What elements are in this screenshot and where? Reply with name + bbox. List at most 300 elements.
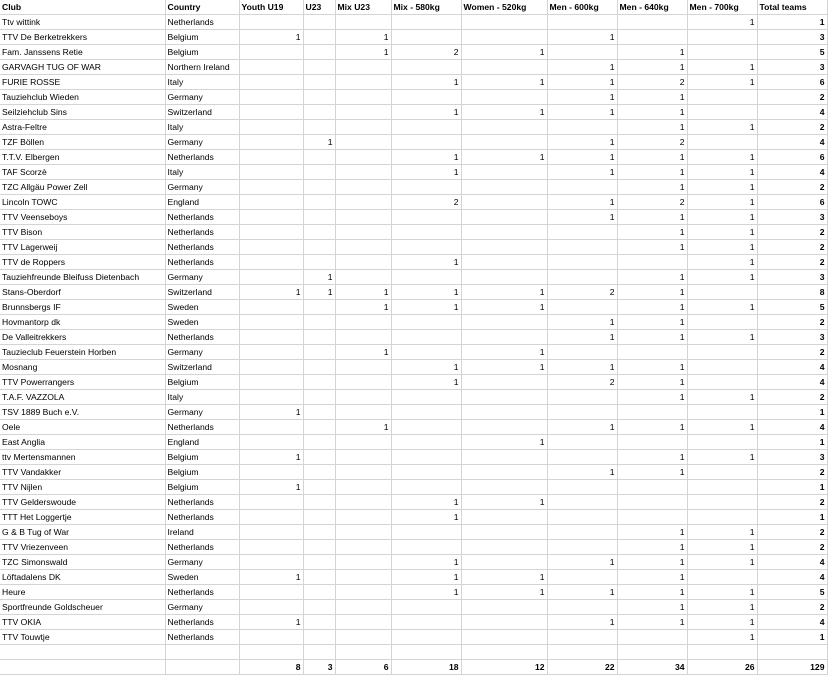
count-cell[interactable]: [335, 315, 391, 330]
count-cell[interactable]: [687, 315, 757, 330]
count-cell[interactable]: 1: [687, 15, 757, 30]
club-cell[interactable]: De Valleitrekkers: [0, 330, 165, 345]
total-cell[interactable]: 1: [757, 435, 827, 450]
count-cell[interactable]: 1: [617, 315, 687, 330]
total-cell[interactable]: 4: [757, 135, 827, 150]
count-cell[interactable]: [461, 195, 547, 210]
total-cell[interactable]: 4: [757, 165, 827, 180]
count-cell[interactable]: [303, 60, 335, 75]
total-cell[interactable]: 5: [757, 45, 827, 60]
country-cell[interactable]: Belgium: [165, 375, 239, 390]
count-cell[interactable]: [239, 390, 303, 405]
count-cell[interactable]: [687, 345, 757, 360]
count-cell[interactable]: 1: [461, 345, 547, 360]
count-cell[interactable]: [335, 15, 391, 30]
count-cell[interactable]: 1: [239, 405, 303, 420]
count-cell[interactable]: 1: [547, 105, 617, 120]
club-cell[interactable]: Brunnsbergs IF: [0, 300, 165, 315]
count-cell[interactable]: 1: [687, 585, 757, 600]
count-cell[interactable]: [461, 60, 547, 75]
count-cell[interactable]: [239, 495, 303, 510]
count-cell[interactable]: 1: [239, 450, 303, 465]
count-cell[interactable]: [239, 420, 303, 435]
count-cell[interactable]: [335, 465, 391, 480]
count-cell[interactable]: 1: [617, 540, 687, 555]
count-cell[interactable]: [461, 135, 547, 150]
count-cell[interactable]: 1: [617, 60, 687, 75]
count-cell[interactable]: [687, 285, 757, 300]
count-cell[interactable]: [335, 600, 391, 615]
club-cell[interactable]: TAF Scorzè: [0, 165, 165, 180]
count-cell[interactable]: 1: [461, 585, 547, 600]
column-header[interactable]: Youth U19: [239, 0, 303, 15]
count-cell[interactable]: [687, 30, 757, 45]
count-cell[interactable]: 1: [617, 615, 687, 630]
total-cell[interactable]: 2: [757, 540, 827, 555]
count-cell[interactable]: [303, 30, 335, 45]
country-cell[interactable]: Netherlands: [165, 585, 239, 600]
club-cell[interactable]: Stans-Oberdorf: [0, 285, 165, 300]
count-cell[interactable]: 1: [391, 570, 461, 585]
count-cell[interactable]: [461, 420, 547, 435]
club-cell[interactable]: Fam. Janssens Retie: [0, 45, 165, 60]
count-cell[interactable]: 1: [617, 240, 687, 255]
count-cell[interactable]: [239, 270, 303, 285]
empty-cell[interactable]: [757, 645, 827, 660]
totals-cell[interactable]: [0, 660, 165, 675]
count-cell[interactable]: 1: [687, 255, 757, 270]
count-cell[interactable]: 2: [617, 195, 687, 210]
club-cell[interactable]: Hovmantorp dk: [0, 315, 165, 330]
count-cell[interactable]: 2: [547, 285, 617, 300]
total-cell[interactable]: 3: [757, 270, 827, 285]
club-cell[interactable]: TTV De Berketrekkers: [0, 30, 165, 45]
count-cell[interactable]: 1: [547, 195, 617, 210]
count-cell[interactable]: [303, 195, 335, 210]
count-cell[interactable]: [335, 120, 391, 135]
club-cell[interactable]: Tauziehfreunde Bleifuss Dietenbach: [0, 270, 165, 285]
total-cell[interactable]: 2: [757, 390, 827, 405]
count-cell[interactable]: [303, 360, 335, 375]
count-cell[interactable]: [239, 180, 303, 195]
count-cell[interactable]: 1: [461, 105, 547, 120]
count-cell[interactable]: [303, 465, 335, 480]
count-cell[interactable]: 1: [335, 420, 391, 435]
count-cell[interactable]: 1: [547, 315, 617, 330]
club-cell[interactable]: TTT Het Loggertje: [0, 510, 165, 525]
count-cell[interactable]: 1: [391, 495, 461, 510]
club-cell[interactable]: Ttv wittink: [0, 15, 165, 30]
country-cell[interactable]: Switzerland: [165, 285, 239, 300]
total-cell[interactable]: 2: [757, 525, 827, 540]
count-cell[interactable]: [335, 360, 391, 375]
club-cell[interactable]: TTV Gelderswoude: [0, 495, 165, 510]
club-cell[interactable]: TTV Bison: [0, 225, 165, 240]
count-cell[interactable]: [461, 555, 547, 570]
count-cell[interactable]: 1: [391, 555, 461, 570]
club-cell[interactable]: Sportfreunde Goldscheuer: [0, 600, 165, 615]
count-cell[interactable]: [303, 330, 335, 345]
count-cell[interactable]: 1: [617, 300, 687, 315]
count-cell[interactable]: [461, 240, 547, 255]
count-cell[interactable]: [391, 120, 461, 135]
count-cell[interactable]: [303, 150, 335, 165]
count-cell[interactable]: 1: [687, 75, 757, 90]
count-cell[interactable]: [239, 435, 303, 450]
count-cell[interactable]: [239, 210, 303, 225]
count-cell[interactable]: [617, 480, 687, 495]
count-cell[interactable]: [335, 180, 391, 195]
count-cell[interactable]: [687, 105, 757, 120]
empty-cell[interactable]: [0, 645, 165, 660]
count-cell[interactable]: 1: [687, 390, 757, 405]
count-cell[interactable]: [239, 75, 303, 90]
count-cell[interactable]: 1: [547, 90, 617, 105]
total-cell[interactable]: 6: [757, 150, 827, 165]
count-cell[interactable]: 1: [547, 135, 617, 150]
count-cell[interactable]: [391, 180, 461, 195]
count-cell[interactable]: 1: [617, 390, 687, 405]
count-cell[interactable]: [335, 480, 391, 495]
country-cell[interactable]: Switzerland: [165, 105, 239, 120]
total-cell[interactable]: 4: [757, 105, 827, 120]
count-cell[interactable]: [687, 570, 757, 585]
count-cell[interactable]: [461, 90, 547, 105]
count-cell[interactable]: 1: [547, 60, 617, 75]
count-cell[interactable]: [303, 375, 335, 390]
count-cell[interactable]: [687, 435, 757, 450]
count-cell[interactable]: [547, 495, 617, 510]
club-cell[interactable]: Astra-Feltre: [0, 120, 165, 135]
count-cell[interactable]: 1: [547, 30, 617, 45]
count-cell[interactable]: [239, 375, 303, 390]
country-cell[interactable]: Netherlands: [165, 15, 239, 30]
count-cell[interactable]: [303, 75, 335, 90]
count-cell[interactable]: 1: [687, 300, 757, 315]
count-cell[interactable]: [239, 150, 303, 165]
empty-cell[interactable]: [547, 645, 617, 660]
count-cell[interactable]: [547, 15, 617, 30]
count-cell[interactable]: 1: [687, 450, 757, 465]
club-cell[interactable]: TZC Allgäu Power Zell: [0, 180, 165, 195]
count-cell[interactable]: [391, 405, 461, 420]
count-cell[interactable]: [461, 255, 547, 270]
empty-cell[interactable]: [687, 645, 757, 660]
count-cell[interactable]: [303, 600, 335, 615]
country-cell[interactable]: Belgium: [165, 480, 239, 495]
count-cell[interactable]: [239, 525, 303, 540]
count-cell[interactable]: 1: [391, 375, 461, 390]
club-cell[interactable]: TTV Lagerweij: [0, 240, 165, 255]
club-cell[interactable]: TTV Powerrangers: [0, 375, 165, 390]
country-cell[interactable]: Netherlands: [165, 510, 239, 525]
count-cell[interactable]: 1: [617, 465, 687, 480]
count-cell[interactable]: [303, 225, 335, 240]
count-cell[interactable]: [335, 150, 391, 165]
country-cell[interactable]: England: [165, 435, 239, 450]
count-cell[interactable]: 1: [687, 600, 757, 615]
count-cell[interactable]: [239, 105, 303, 120]
count-cell[interactable]: 2: [617, 135, 687, 150]
count-cell[interactable]: [391, 15, 461, 30]
count-cell[interactable]: 1: [461, 360, 547, 375]
total-cell[interactable]: 4: [757, 615, 827, 630]
count-cell[interactable]: 2: [391, 195, 461, 210]
country-cell[interactable]: Ireland: [165, 525, 239, 540]
count-cell[interactable]: 1: [547, 615, 617, 630]
count-cell[interactable]: 1: [461, 75, 547, 90]
count-cell[interactable]: [239, 585, 303, 600]
count-cell[interactable]: [391, 90, 461, 105]
count-cell[interactable]: [239, 510, 303, 525]
totals-cell[interactable]: 22: [547, 660, 617, 675]
club-cell[interactable]: Tauzieclub Feuerstein Horben: [0, 345, 165, 360]
count-cell[interactable]: 1: [335, 30, 391, 45]
count-cell[interactable]: [303, 105, 335, 120]
count-cell[interactable]: [239, 135, 303, 150]
count-cell[interactable]: [461, 120, 547, 135]
club-cell[interactable]: TTV Vandakker: [0, 465, 165, 480]
empty-cell[interactable]: [335, 645, 391, 660]
count-cell[interactable]: [461, 615, 547, 630]
count-cell[interactable]: [547, 450, 617, 465]
total-cell[interactable]: 2: [757, 255, 827, 270]
count-cell[interactable]: 1: [239, 285, 303, 300]
count-cell[interactable]: [239, 315, 303, 330]
count-cell[interactable]: [335, 60, 391, 75]
country-cell[interactable]: Switzerland: [165, 360, 239, 375]
count-cell[interactable]: [335, 510, 391, 525]
count-cell[interactable]: [391, 30, 461, 45]
count-cell[interactable]: 1: [547, 75, 617, 90]
total-cell[interactable]: 3: [757, 60, 827, 75]
totals-cell[interactable]: 129: [757, 660, 827, 675]
count-cell[interactable]: 1: [617, 450, 687, 465]
country-cell[interactable]: Netherlands: [165, 240, 239, 255]
total-cell[interactable]: 3: [757, 450, 827, 465]
country-cell[interactable]: Italy: [165, 390, 239, 405]
country-cell[interactable]: Italy: [165, 165, 239, 180]
count-cell[interactable]: [335, 210, 391, 225]
totals-cell[interactable]: 34: [617, 660, 687, 675]
count-cell[interactable]: [547, 45, 617, 60]
count-cell[interactable]: [617, 30, 687, 45]
count-cell[interactable]: 1: [617, 360, 687, 375]
count-cell[interactable]: [239, 240, 303, 255]
totals-cell[interactable]: 6: [335, 660, 391, 675]
total-cell[interactable]: 1: [757, 480, 827, 495]
club-cell[interactable]: Heure: [0, 585, 165, 600]
count-cell[interactable]: [461, 405, 547, 420]
count-cell[interactable]: [391, 420, 461, 435]
count-cell[interactable]: [335, 225, 391, 240]
count-cell[interactable]: [239, 255, 303, 270]
country-cell[interactable]: Netherlands: [165, 420, 239, 435]
count-cell[interactable]: [239, 60, 303, 75]
count-cell[interactable]: [461, 465, 547, 480]
total-cell[interactable]: 4: [757, 420, 827, 435]
count-cell[interactable]: 1: [547, 210, 617, 225]
country-cell[interactable]: Germany: [165, 135, 239, 150]
column-header[interactable]: U23: [303, 0, 335, 15]
total-cell[interactable]: 8: [757, 285, 827, 300]
total-cell[interactable]: 2: [757, 315, 827, 330]
club-cell[interactable]: GARVAGH TUG OF WAR: [0, 60, 165, 75]
count-cell[interactable]: [303, 45, 335, 60]
count-cell[interactable]: 1: [687, 525, 757, 540]
count-cell[interactable]: [335, 135, 391, 150]
count-cell[interactable]: [303, 510, 335, 525]
total-cell[interactable]: 2: [757, 90, 827, 105]
country-cell[interactable]: Germany: [165, 180, 239, 195]
club-cell[interactable]: FURIE ROSSE: [0, 75, 165, 90]
club-cell[interactable]: Oele: [0, 420, 165, 435]
count-cell[interactable]: 1: [391, 105, 461, 120]
count-cell[interactable]: 1: [687, 615, 757, 630]
count-cell[interactable]: [335, 435, 391, 450]
empty-cell[interactable]: [165, 645, 239, 660]
count-cell[interactable]: 1: [461, 150, 547, 165]
total-cell[interactable]: 5: [757, 585, 827, 600]
count-cell[interactable]: [335, 195, 391, 210]
count-cell[interactable]: [461, 510, 547, 525]
count-cell[interactable]: 1: [547, 165, 617, 180]
count-cell[interactable]: [461, 180, 547, 195]
count-cell[interactable]: [303, 90, 335, 105]
total-cell[interactable]: 2: [757, 345, 827, 360]
country-cell[interactable]: Northern Ireland: [165, 60, 239, 75]
total-cell[interactable]: 4: [757, 570, 827, 585]
count-cell[interactable]: [239, 555, 303, 570]
club-cell[interactable]: TTV Touwtje: [0, 630, 165, 645]
column-header[interactable]: Country: [165, 0, 239, 15]
count-cell[interactable]: [335, 240, 391, 255]
count-cell[interactable]: [391, 435, 461, 450]
count-cell[interactable]: 1: [617, 120, 687, 135]
country-cell[interactable]: Netherlands: [165, 630, 239, 645]
count-cell[interactable]: 1: [391, 585, 461, 600]
count-cell[interactable]: [391, 465, 461, 480]
count-cell[interactable]: [303, 585, 335, 600]
count-cell[interactable]: 1: [461, 45, 547, 60]
country-cell[interactable]: Sweden: [165, 315, 239, 330]
total-cell[interactable]: 1: [757, 405, 827, 420]
count-cell[interactable]: 1: [461, 570, 547, 585]
count-cell[interactable]: 2: [547, 375, 617, 390]
total-cell[interactable]: 2: [757, 180, 827, 195]
count-cell[interactable]: 1: [617, 375, 687, 390]
count-cell[interactable]: 1: [617, 570, 687, 585]
count-cell[interactable]: [335, 390, 391, 405]
totals-cell[interactable]: [165, 660, 239, 675]
total-cell[interactable]: 1: [757, 630, 827, 645]
count-cell[interactable]: [687, 480, 757, 495]
count-cell[interactable]: [303, 615, 335, 630]
total-cell[interactable]: 4: [757, 555, 827, 570]
total-cell[interactable]: 1: [757, 15, 827, 30]
count-cell[interactable]: [391, 270, 461, 285]
count-cell[interactable]: [547, 270, 617, 285]
count-cell[interactable]: [303, 570, 335, 585]
count-cell[interactable]: [687, 465, 757, 480]
count-cell[interactable]: 1: [687, 420, 757, 435]
count-cell[interactable]: [391, 315, 461, 330]
count-cell[interactable]: [303, 345, 335, 360]
count-cell[interactable]: [461, 375, 547, 390]
total-cell[interactable]: 4: [757, 360, 827, 375]
count-cell[interactable]: 1: [617, 105, 687, 120]
count-cell[interactable]: [391, 540, 461, 555]
count-cell[interactable]: [391, 345, 461, 360]
count-cell[interactable]: [617, 15, 687, 30]
count-cell[interactable]: [239, 45, 303, 60]
totals-cell[interactable]: 12: [461, 660, 547, 675]
column-header[interactable]: Women - 520kg: [461, 0, 547, 15]
count-cell[interactable]: [461, 480, 547, 495]
count-cell[interactable]: 1: [687, 180, 757, 195]
totals-cell[interactable]: 8: [239, 660, 303, 675]
count-cell[interactable]: [239, 225, 303, 240]
count-cell[interactable]: [391, 600, 461, 615]
column-header[interactable]: Total teams: [757, 0, 827, 15]
count-cell[interactable]: [303, 255, 335, 270]
count-cell[interactable]: 1: [617, 330, 687, 345]
club-cell[interactable]: T.A.F. VAZZOLA: [0, 390, 165, 405]
count-cell[interactable]: [239, 345, 303, 360]
count-cell[interactable]: [547, 240, 617, 255]
count-cell[interactable]: 1: [461, 285, 547, 300]
count-cell[interactable]: 1: [617, 180, 687, 195]
country-cell[interactable]: Germany: [165, 90, 239, 105]
count-cell[interactable]: [303, 165, 335, 180]
count-cell[interactable]: 1: [547, 360, 617, 375]
count-cell[interactable]: 1: [617, 585, 687, 600]
total-cell[interactable]: 2: [757, 240, 827, 255]
country-cell[interactable]: Netherlands: [165, 255, 239, 270]
count-cell[interactable]: [391, 210, 461, 225]
empty-cell[interactable]: [391, 645, 461, 660]
count-cell[interactable]: [335, 90, 391, 105]
count-cell[interactable]: [617, 345, 687, 360]
country-cell[interactable]: Netherlands: [165, 225, 239, 240]
count-cell[interactable]: 1: [617, 270, 687, 285]
club-cell[interactable]: TZC Simonswald: [0, 555, 165, 570]
count-cell[interactable]: [461, 330, 547, 345]
club-cell[interactable]: Lincoln TOWC: [0, 195, 165, 210]
count-cell[interactable]: [335, 270, 391, 285]
country-cell[interactable]: Netherlands: [165, 615, 239, 630]
country-cell[interactable]: Belgium: [165, 450, 239, 465]
count-cell[interactable]: [547, 225, 617, 240]
total-cell[interactable]: 2: [757, 225, 827, 240]
count-cell[interactable]: [239, 195, 303, 210]
count-cell[interactable]: 1: [687, 165, 757, 180]
count-cell[interactable]: 1: [547, 555, 617, 570]
column-header[interactable]: Mix U23: [335, 0, 391, 15]
count-cell[interactable]: 1: [617, 165, 687, 180]
count-cell[interactable]: 1: [391, 150, 461, 165]
count-cell[interactable]: 1: [391, 360, 461, 375]
count-cell[interactable]: [335, 525, 391, 540]
count-cell[interactable]: 1: [391, 510, 461, 525]
total-cell[interactable]: 2: [757, 120, 827, 135]
count-cell[interactable]: [547, 345, 617, 360]
country-cell[interactable]: Netherlands: [165, 495, 239, 510]
country-cell[interactable]: Sweden: [165, 300, 239, 315]
count-cell[interactable]: 1: [547, 465, 617, 480]
count-cell[interactable]: [391, 525, 461, 540]
count-cell[interactable]: 1: [617, 210, 687, 225]
